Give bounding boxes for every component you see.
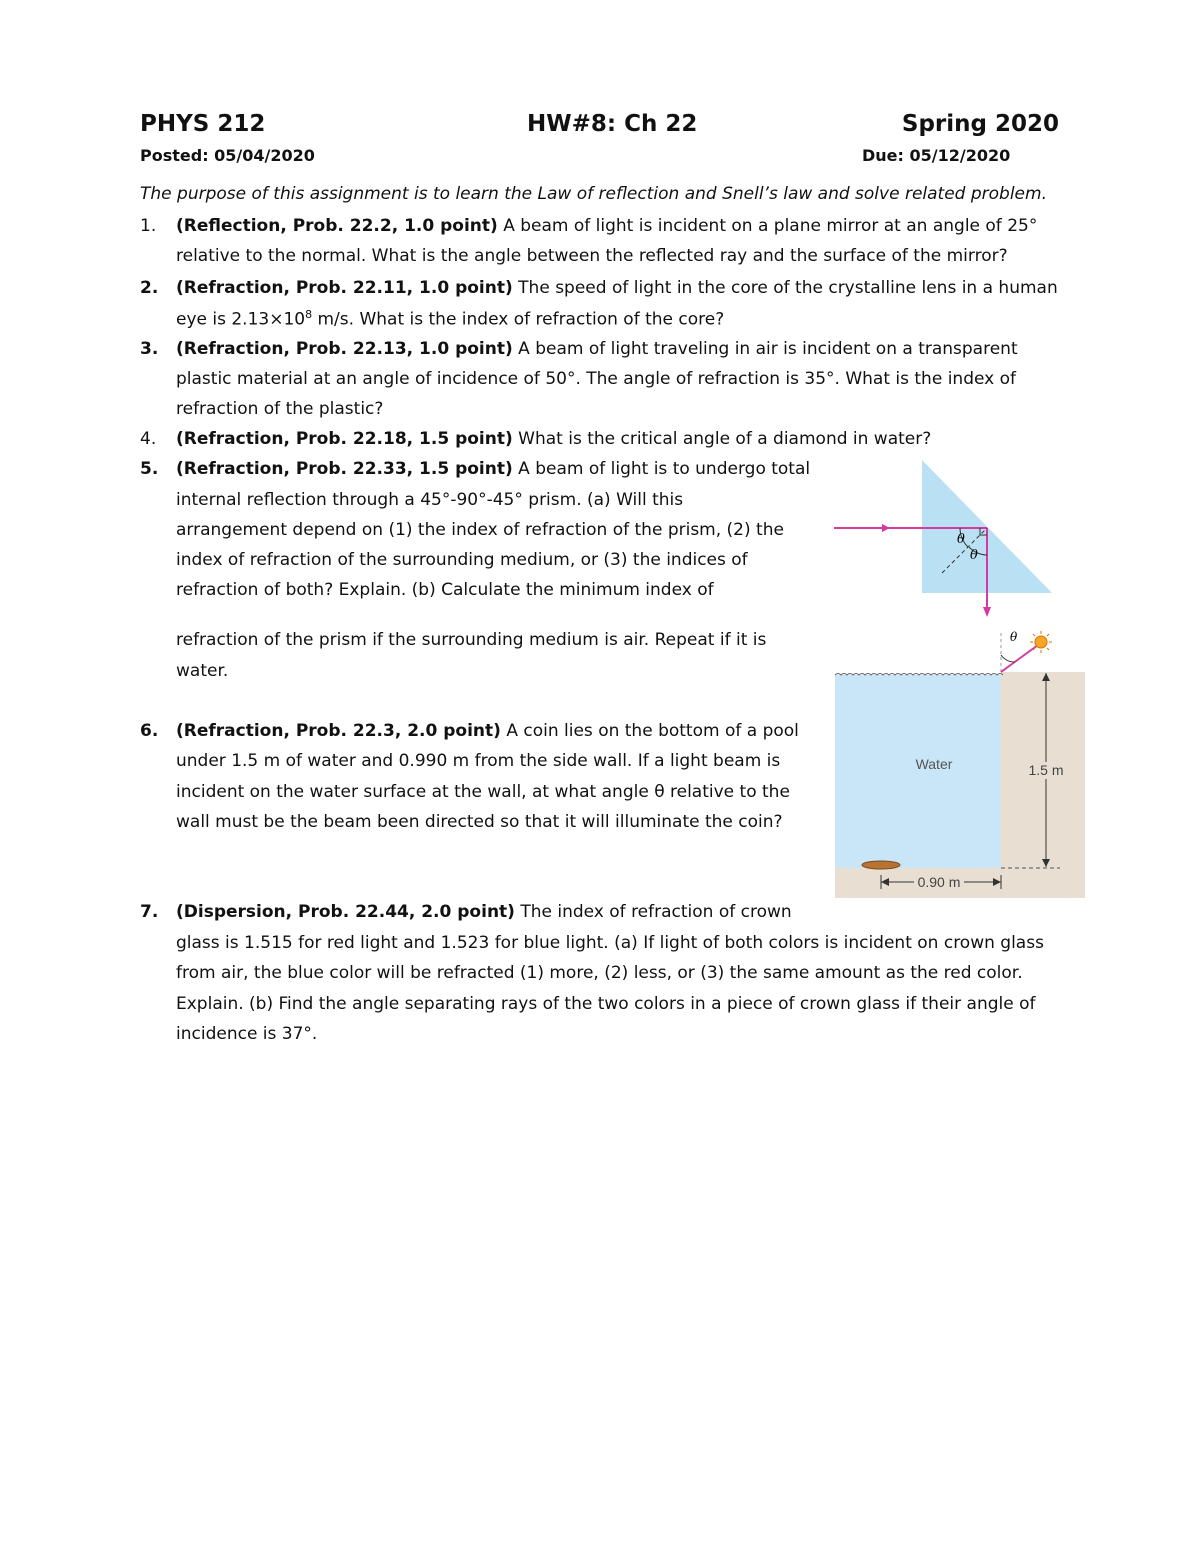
coin-icon — [862, 861, 900, 869]
problem-5-tag: (Refraction, Prob. 22.33, 1.5 point) — [176, 459, 513, 479]
problem-3-tag: (Refraction, Prob. 22.13, 1.0 point) — [176, 339, 513, 359]
light-source-icon — [1035, 636, 1047, 648]
problem-3-line-1: (Refraction, Prob. 22.13, 1.0 point) A beam of light traveling in air is incident on a transparent — [176, 339, 1018, 359]
problem-7-line-4: Explain. (b) Find the angle separating rays of the two colors in a piece of crown glass if their angle of — [176, 994, 1036, 1014]
theta-label-2: θ — [970, 548, 978, 563]
problem-7-tag: (Dispersion, Prob. 22.44, 2.0 point) — [176, 902, 515, 922]
problem-6-tag: (Refraction, Prob. 22.3, 2.0 point) — [176, 721, 501, 741]
problem-5-line-4: index of refraction of the surrounding medium, or (3) the indices of — [176, 550, 748, 570]
problem-2-line-2: eye is $2.13\times 10^8$ m/s. What is the index of refraction of the core? — [176, 308, 725, 330]
depth-label: 1.5 m — [1028, 762, 1064, 778]
problem-5-line-7: water. — [176, 661, 229, 681]
course-code: PHYS 212 — [140, 111, 266, 137]
problem-5-line-1: (Refraction, Prob. 22.33, 1.5 point) A beam of light is to undergo total — [176, 459, 811, 479]
problem-3-number: 3. — [140, 339, 159, 359]
problem-2-number: 2. — [140, 278, 159, 298]
pool-figure — [830, 625, 1090, 905]
water-label: Water — [915, 756, 953, 772]
problem-1-line-2: relative to the normal. What is the angle between the reflected ray and the surface of the mirror? — [176, 246, 1008, 266]
problem-7-line-2: glass is 1.515 for red light and 1.523 for blue light. (a) If light of both colors is incident on crown glass — [176, 933, 1044, 953]
theta-arc-icon — [1001, 655, 1015, 662]
problem-7-line-5: incidence is 37°. — [176, 1024, 318, 1044]
problem-7-line-3: from air, the blue color will be refracted (1) more, (2) less, or (3) the same amount as the red color. — [176, 963, 1023, 983]
water-surface — [835, 674, 1003, 676]
problem-1-line-1: (Reflection, Prob. 22.2, 1.0 point) A beam of light is incident on a plane mirror at an angle of 25° — [176, 216, 1038, 236]
problem-1-number: 1. — [140, 216, 157, 236]
problem-7-number: 7. — [140, 902, 159, 922]
assignment-title: HW#8: Ch 22 — [527, 111, 698, 137]
problem-4-tag: (Refraction, Prob. 22.18, 1.5 point) — [176, 429, 513, 449]
theta-label-1: θ — [957, 532, 965, 547]
problem-4-line-1: (Refraction, Prob. 22.18, 1.5 point) What is the critical angle of a diamond in water? — [176, 429, 932, 449]
problem-5-line-2: internal reflection through a 45°-90°-45° prism. (a) Will this — [176, 490, 684, 510]
term-label: Spring 2020 — [901, 111, 1059, 137]
problem-2-tag: (Refraction, Prob. 22.11, 1.0 point) — [176, 278, 513, 298]
pool-wall — [1001, 672, 1085, 898]
problem-1-tag: (Reflection, Prob. 22.2, 1.0 point) — [176, 216, 498, 236]
problem-6-line-3: incident on the water surface at the wall, at what angle θ relative to the — [176, 782, 790, 802]
problem-6-line-2: under 1.5 m of water and 0.990 m from the side wall. If a light beam is — [176, 751, 781, 771]
posted-date: Posted: 05/04/2020 — [140, 146, 315, 165]
ray-arrow-down-icon — [983, 607, 991, 617]
problem-2-line-1: (Refraction, Prob. 22.11, 1.0 point) The speed of light in the core of the crystalline lens in a human — [176, 278, 1058, 298]
problem-4-number: 4. — [140, 429, 157, 449]
problem-5-line-5: refraction of both? Explain. (b) Calculate the minimum index of — [176, 580, 714, 600]
problem-5-number: 5. — [140, 459, 159, 479]
problem-6-line-1: (Refraction, Prob. 22.3, 2.0 point) A coin lies on the bottom of a pool — [176, 721, 799, 741]
light-beam — [1001, 645, 1038, 672]
problem-3-line-3: refraction of the plastic? — [176, 399, 384, 419]
problem-3-line-2: plastic material at an angle of incidence of 50°. The angle of refraction is 35°. What is the index of — [176, 369, 1016, 389]
prism-figure — [830, 455, 1060, 625]
distance-label: 0.90 m — [917, 874, 961, 890]
theta-label: θ — [1010, 630, 1018, 644]
problem-5-line-6: refraction of the prism if the surrounding medium is air. Repeat if it is — [176, 630, 767, 650]
due-date: Due: 05/12/2020 — [862, 146, 1011, 165]
problem-5-line-3: arrangement depend on (1) the index of refraction of the prism, (2) the — [176, 520, 784, 540]
assignment-purpose: The purpose of this assignment is to learn the Law of reflection and Snell’s law and solve related problem. — [140, 184, 1047, 204]
ray-arrow-icon — [882, 524, 890, 532]
problem-6-number: 6. — [140, 721, 159, 741]
problem-7-line-1: (Dispersion, Prob. 22.44, 2.0 point) The index of refraction of crown — [176, 902, 792, 922]
problem-6-line-4: wall must be the beam been directed so that it will illuminate the coin? — [176, 812, 783, 832]
